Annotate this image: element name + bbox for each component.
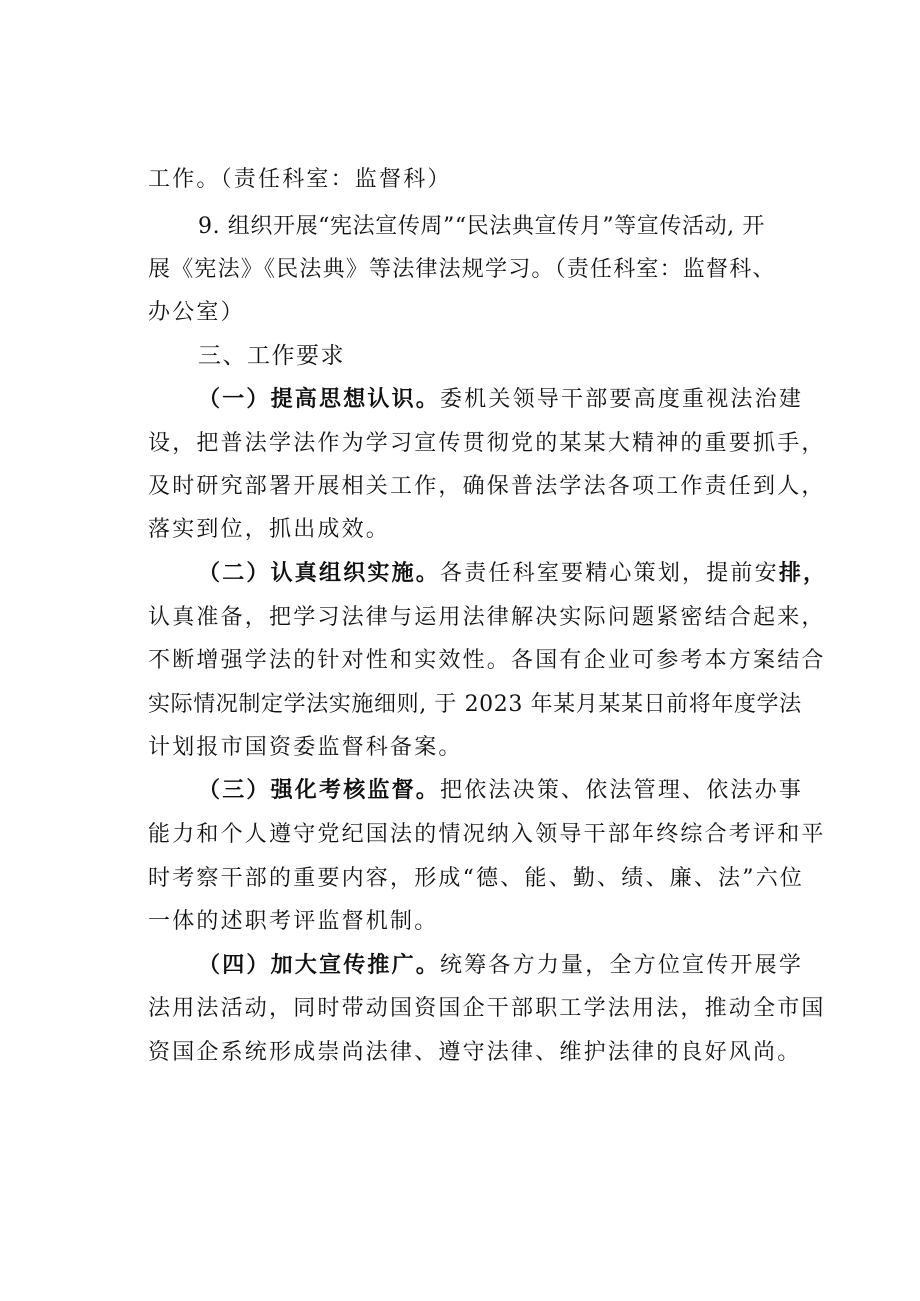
line-text: 时考察干部的重要内容，形成“德、能、勤、绩、廉、法”六位: [148, 866, 805, 891]
section-title: [198, 334, 808, 378]
line-text: 认真准备，把学习法律与运用法律解决实际问题紧密结合起来，: [148, 605, 826, 630]
para-1-line-3: [148, 465, 826, 509]
para-3-line-4: [148, 900, 808, 944]
para-3-line-1: [198, 769, 808, 813]
line-text-bold: 排，: [778, 561, 828, 586]
item-9-line-1: [198, 205, 808, 249]
line-text: 计划报市国资委监督科备案。: [148, 735, 463, 760]
line-text: 及时研究部署开展相关工作，确保普法学法各项工作责任到人，: [148, 474, 826, 499]
line-text: 统筹各方力量，全方位宣传开展学: [440, 953, 804, 978]
line-text: 不断增强学法的针对性和实效性。各国有企业可参考本方案结合: [148, 648, 826, 673]
para-2-line-2: [148, 596, 826, 640]
line-text: 设，把普法学法作为学习宣传贯彻党的某某大精神的重要抓手，: [148, 431, 826, 456]
line-text: 工作。（责任科室：监督科）: [148, 167, 452, 192]
item-9-line-3: [148, 291, 808, 335]
line-text: 资国企系统形成崇尚法律、遵守法律、维护法律的良好风尚。: [148, 1040, 802, 1065]
line-text: 9. 组织开展“宪法宣传周”“民法典宣传月”等宣传活动, 开: [198, 214, 765, 239]
para-1-heading: （一）提高思想认识。: [198, 387, 441, 412]
para-2-heading: （二）认真组织实施。: [198, 561, 441, 586]
para-4-line-2: [148, 987, 826, 1031]
line-text: 办公室）: [148, 300, 245, 325]
line-text: 委机关领导干部要高度重视法治建: [440, 387, 804, 412]
line-text: 一体的述职考评监督机制。: [148, 909, 439, 934]
para-1-line-1: [198, 378, 808, 422]
line-text: 法用法活动，同时带动国资国企干部职工学法用法，推动全市国: [148, 996, 826, 1021]
para-4-heading: （四）加大宣传推广。: [198, 953, 441, 978]
text-line: [148, 158, 808, 202]
para-3-line-3: [148, 857, 808, 901]
line-text: 能力和个人遵守党纪国法的情况纳入领导干部年终综合考评和平: [148, 822, 826, 847]
para-1-line-2: [148, 422, 826, 466]
line-text: 把依法决策、依法管理、依法办事: [440, 778, 804, 803]
para-2-line-5: [148, 726, 808, 770]
para-1-line-4: [148, 508, 808, 552]
para-2-line-3: [148, 639, 826, 683]
para-4-line-3: [148, 1031, 808, 1075]
item-9-line-2: [148, 248, 808, 292]
para-2-line-1: [198, 552, 828, 596]
line-text: 各责任科室要精心策划，提前安: [440, 561, 779, 586]
para-2-line-4: [148, 683, 808, 727]
line-text: 落实到位，抓出成效。: [148, 517, 391, 542]
line-text: 展《宪法》《民法典》等法律法规学习。（责任科室：监督科、: [148, 257, 776, 282]
section-title-text: 三、工作要求: [198, 343, 345, 369]
para-3-heading: （三）强化考核监督。: [198, 778, 441, 803]
para-3-line-2: [148, 813, 826, 857]
para-4-line-1: [198, 944, 808, 988]
line-text: 实际情况制定学法实施细则, 于 2023 年某月某某日前将年度学法: [148, 692, 802, 717]
